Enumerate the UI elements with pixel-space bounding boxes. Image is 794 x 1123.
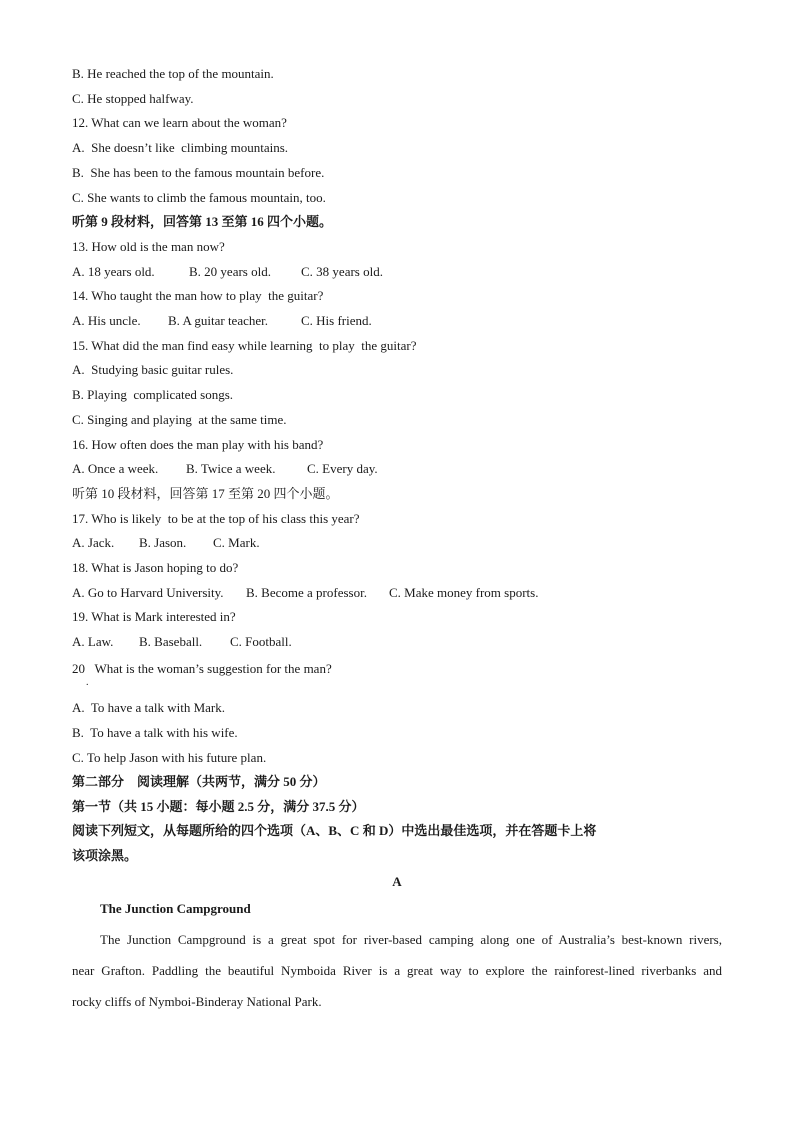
section1-heading: 第一节（共 15 小题：每小题 2.5 分，满分 37.5 分） — [72, 799, 365, 814]
q20-dot-mark: . — [86, 677, 89, 688]
q13-stem: 13. How old is the man now? — [72, 239, 225, 254]
passage-letter: A — [392, 874, 402, 889]
q19-stem: 19. What is Mark interested in? — [72, 609, 236, 624]
q16-option-b: B. Twice a week. — [186, 461, 276, 476]
passage-line-2: near Grafton. Paddling the beautiful Nymboida River is a great way to explore the rainforest-lined riverbanks and — [72, 963, 722, 978]
q16-options — [72, 461, 378, 477]
q20-option-b: B. To have a talk with his wife. — [72, 725, 238, 740]
section10-heading: 听第 10 段材料，回答第 17 至第 20 四个小题。 — [72, 486, 339, 501]
q16-option-c: C. Every day. — [307, 461, 378, 476]
q14-option-c: C. His friend. — [301, 313, 372, 328]
passage-title: The Junction Campground — [100, 901, 251, 916]
q20-option-c: C. To help Jason with his future plan. — [72, 750, 267, 765]
q15-option-c: C. Singing and playing at the same time. — [72, 412, 287, 427]
q17-option-b: B. Jason. — [139, 535, 187, 550]
q16-stem: 16. How often does the man play with his band? — [72, 437, 324, 452]
q16-option-a: A. Once a week. — [72, 461, 159, 476]
q17-option-a: A. Jack. — [72, 535, 115, 550]
q12-option-c: C. She wants to climb the famous mountain, too. — [72, 190, 326, 205]
q12-option-b: B. She has been to the famous mountain before. — [72, 165, 325, 180]
q19-options — [72, 634, 292, 650]
q14-options — [72, 313, 372, 329]
instruction-line-1: 阅读下列短文，从每题所给的四个选项（A、B、C 和 D）中选出最佳选项，并在答题卡上将 — [72, 823, 597, 838]
q19-option-b: B. Baseball. — [139, 634, 203, 649]
q19-option-c: C. Football. — [230, 634, 292, 649]
q17-options — [72, 535, 260, 551]
passage-line-1: The Junction Campground is a great spot for river-based camping along one of Australia’s best-known rivers, — [100, 932, 722, 947]
q14-stem: 14. Who taught the man how to play the guitar? — [72, 288, 324, 303]
q18-option-a: A. Go to Harvard University. — [72, 585, 224, 600]
q14-option-a: A. His uncle. — [72, 313, 141, 328]
q20-option-a: A. To have a talk with Mark. — [72, 700, 226, 715]
q15-stem: 15. What did the man find easy while learning to play the guitar? — [72, 338, 417, 353]
q20-stem: 20 What is the woman’s suggestion for the man? — [72, 661, 332, 676]
instruction-line-2: 该项涂黑。 — [72, 848, 138, 863]
q13-option-b: B. 20 years old. — [189, 264, 271, 279]
part2-heading: 第二部分 阅读理解（共两节，满分 50 分） — [72, 774, 326, 789]
section9-heading: 听第 9 段材料，回答第 13 至第 16 四个小题。 — [72, 214, 333, 229]
q14-option-b: B. A guitar teacher. — [168, 313, 269, 328]
q17-option-c: C. Mark. — [213, 535, 260, 550]
q15-option-b: B. Playing complicated songs. — [72, 387, 234, 402]
q17-stem: 17. Who is likely to be at the top of his class this year? — [72, 511, 360, 526]
q12-option-a: A. She doesn’t like climbing mountains. — [72, 140, 289, 155]
q18-options — [72, 585, 538, 601]
q18-stem: 18. What is Jason hoping to do? — [72, 560, 239, 575]
q13-options — [72, 264, 383, 280]
q19-option-a: A. Law. — [72, 634, 114, 649]
q13-option-c: C. 38 years old. — [301, 264, 383, 279]
q12-stem: 12. What can we learn about the woman? — [72, 115, 287, 130]
q18-option-b: B. Become a professor. — [246, 585, 367, 600]
q11-option-b: B. He reached the top of the mountain. — [72, 66, 274, 81]
passage-line-3: rocky cliffs of Nymboi-Binderay National Park. — [72, 994, 322, 1009]
q15-option-a: A. Studying basic guitar rules. — [72, 362, 234, 377]
q13-option-a: A. 18 years old. — [72, 264, 155, 279]
q11-option-c: C. He stopped halfway. — [72, 91, 194, 106]
q18-option-c: C. Make money from sports. — [389, 585, 539, 600]
